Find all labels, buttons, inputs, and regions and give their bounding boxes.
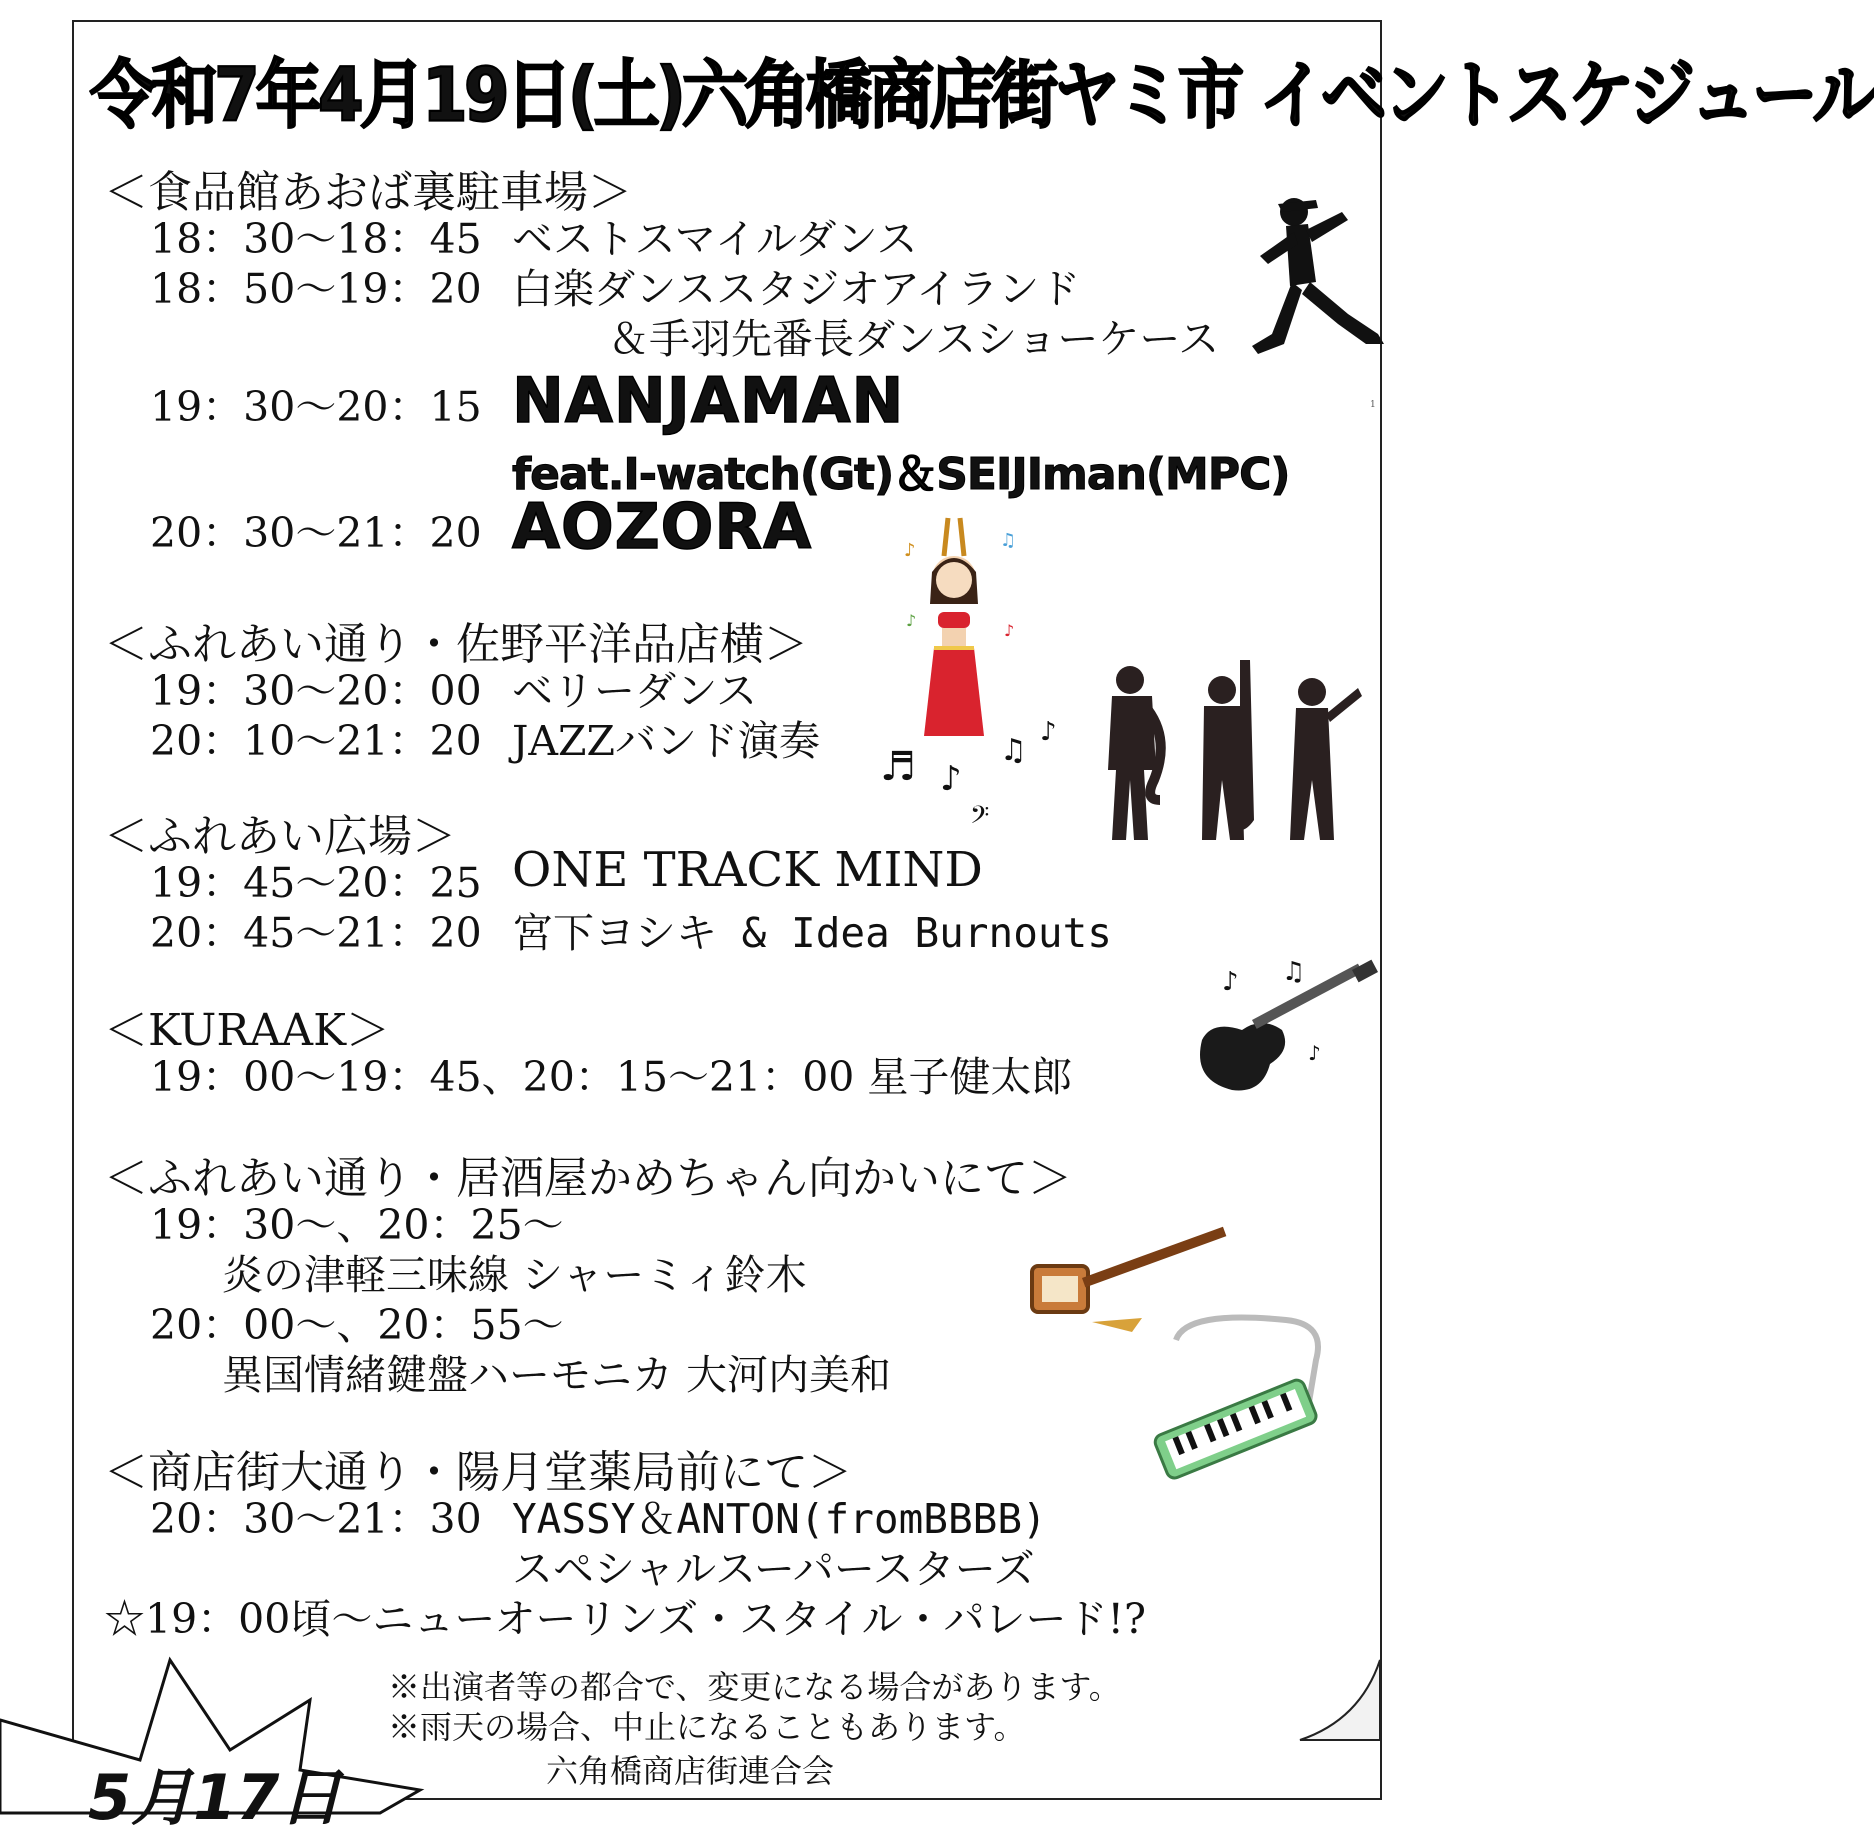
schedule-time: 19：30〜20：15 bbox=[150, 383, 482, 431]
performer: ONE TRACK MIND bbox=[512, 842, 983, 898]
schedule-time: 20：10〜21：20 bbox=[150, 717, 482, 765]
schedule-time: 20：00〜、20：55〜 bbox=[150, 1301, 564, 1349]
performer-headline: AOZORA bbox=[512, 490, 813, 563]
performer: ＆手羽先番長ダンスショーケース bbox=[608, 315, 1220, 363]
schedule-time: 19：30〜20：00 bbox=[150, 667, 482, 715]
schedule-time: 20：30〜21：30 bbox=[150, 1495, 482, 1543]
performer: 異国情緒鍵盤ハーモニカ 大河内美和 bbox=[222, 1351, 892, 1399]
music-notes-icon bbox=[880, 717, 1080, 836]
svg-text:𝄢: 𝄢 bbox=[970, 801, 990, 836]
svg-text:♫: ♫ bbox=[1000, 530, 1017, 551]
performer: 炎の津軽三味線 シャーミィ鈴木 bbox=[222, 1251, 807, 1299]
svg-text:♬: ♬ bbox=[880, 744, 916, 790]
schedule-time: 18：50〜19：20 bbox=[150, 265, 482, 313]
svg-text:♪: ♪ bbox=[906, 611, 917, 630]
venue-heading: ＜ふれあい通り・居酒屋かめちゃん向かいにて＞ bbox=[104, 1153, 1072, 1204]
svg-text:♪: ♪ bbox=[1040, 717, 1057, 747]
performer: 白楽ダンススタジオアイランド bbox=[512, 265, 1081, 313]
melodica-icon bbox=[1146, 1310, 1336, 1480]
performer: ベリーダンス bbox=[512, 667, 758, 715]
performer-headline: NANJAMAN bbox=[512, 364, 905, 437]
dancer-icon bbox=[1238, 194, 1388, 364]
schedule-time: 19：30〜、20：25〜 bbox=[150, 1201, 564, 1249]
svg-text:♪: ♪ bbox=[940, 759, 962, 799]
belly-dancer-icon bbox=[904, 516, 1024, 746]
badge-date: 5月17日 bbox=[88, 1761, 342, 1834]
schedule-time: 20：30〜21：20 bbox=[150, 509, 482, 557]
schedule-time: 20：45〜21：20 bbox=[150, 909, 482, 957]
svg-text:♪: ♪ bbox=[1308, 1041, 1321, 1065]
jazz-band-icon bbox=[1090, 650, 1360, 850]
venue-heading: ＜ふれあい通り・佐野平洋品店横＞ bbox=[104, 619, 808, 670]
svg-text:♪: ♪ bbox=[904, 540, 916, 561]
schedule-row: 19：00〜19：45、20：15〜21：00 星子健太郎 bbox=[150, 1053, 1073, 1101]
electric-guitar-icon bbox=[1192, 957, 1382, 1100]
svg-text:♪: ♪ bbox=[1222, 967, 1239, 997]
performer-featuring: feat.I-watch(Gt)＆SEIJIman(MPC) bbox=[512, 449, 1290, 500]
schedule-time: 18：30〜18：45 bbox=[150, 215, 482, 263]
page-title: 令和7年4月19日(土)六角橋商店街ヤミ市 イベントスケジュール bbox=[90, 52, 1874, 139]
schedule-time: 19：45〜20：25 bbox=[150, 859, 482, 907]
performer: スペシャルスーパースターズ bbox=[512, 1545, 1035, 1593]
page-curl bbox=[1300, 1660, 1390, 1800]
svg-text:♪: ♪ bbox=[1004, 621, 1015, 640]
tiny-mark: 1 bbox=[1370, 400, 1376, 410]
venue-heading: ＜商店街大通り・陽月堂薬局前にて＞ bbox=[104, 1447, 852, 1498]
note-line: ※雨天の場合、中止になることもあります。 bbox=[388, 1708, 1026, 1746]
note-line: ※出演者等の都合で、変更になる場合があります。 bbox=[388, 1668, 1121, 1706]
performer: 宮下ヨシキ & Idea Burnouts bbox=[512, 909, 1112, 957]
performer: YASSY＆ANTON(fromBBBB) bbox=[512, 1495, 1047, 1543]
svg-text:♫: ♫ bbox=[1000, 733, 1027, 768]
svg-text:♫: ♫ bbox=[1282, 957, 1306, 987]
organizer: 六角橋商店街連合会 bbox=[546, 1752, 835, 1790]
performer: JAZZバンド演奏 bbox=[512, 717, 821, 765]
venue-heading: ＜ふれあい広場＞ bbox=[104, 811, 456, 862]
venue-heading: ＜KURAAK＞ bbox=[104, 1005, 390, 1056]
parade-announcement: ☆19：00頃〜ニューオーリンズ・スタイル・パレード!? bbox=[104, 1595, 1146, 1643]
performer: ベストスマイルダンス bbox=[512, 215, 918, 263]
venue-heading: ＜食品館あおば裏駐車場＞ bbox=[104, 167, 632, 218]
